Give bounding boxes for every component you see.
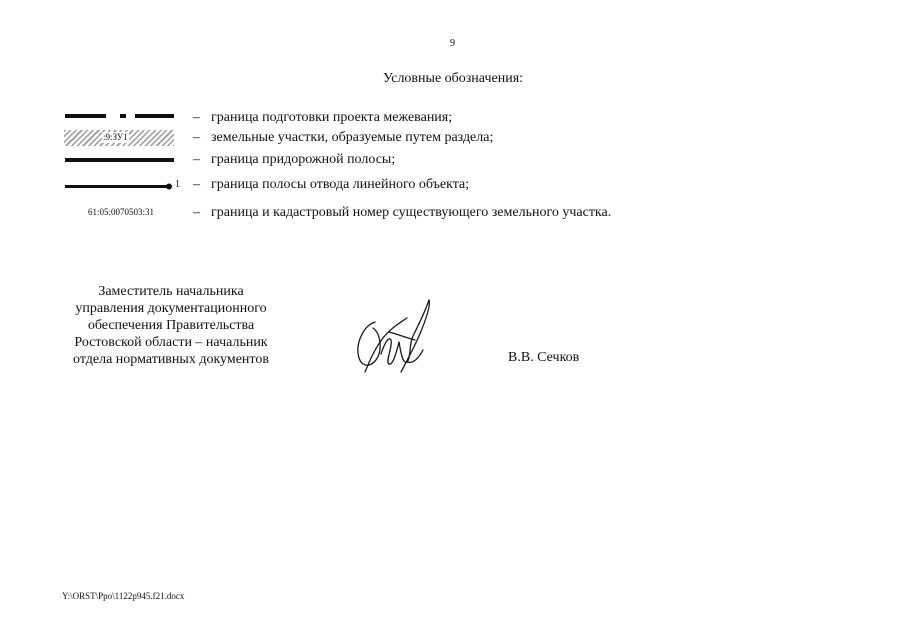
signer-position: [55, 283, 287, 368]
legend-title: Условные обозначения:: [383, 71, 524, 86]
dash-dot-line-symbol: [64, 107, 189, 129]
legend-text-new-parcels: земельные участки, образуемые путем раздела;: [211, 130, 494, 145]
legend-row-cadastral: [0, 202, 905, 224]
solid-line-symbol: [64, 149, 189, 171]
legend-dash: –: [193, 130, 200, 145]
legend-dash: –: [193, 110, 200, 125]
hatched-parcel-symbol: [64, 127, 189, 149]
legend-row-roadside-strip: [0, 149, 905, 171]
cadastral-number: 61:05:0070503:31: [88, 207, 155, 217]
legend-dash: –: [193, 205, 200, 220]
handwritten-signature: [345, 292, 445, 378]
signer-position-line: Ростовской области – начальник: [74, 335, 268, 350]
legend-text-right-of-way: граница полосы отвода линейного объекта;: [211, 177, 470, 192]
legend-row-project-boundary: [0, 107, 905, 129]
signer-position-line: обеспечения Правительства: [87, 318, 255, 333]
legend-dash: –: [193, 152, 200, 167]
parcel-label: :9:ЗУ1: [103, 132, 128, 142]
signer-name: В.В. Сечков: [508, 350, 580, 365]
cadastral-number-symbol: [64, 202, 189, 224]
legend-text-project-boundary: граница подготовки проекта межевания;: [211, 110, 453, 125]
line-end-label: 1: [175, 179, 180, 190]
legend-text-cadastral: граница и кадастровый номер существующего земельного участка.: [211, 205, 612, 220]
signer-position-line: отдела нормативных документов: [73, 352, 269, 367]
legend-dash: –: [193, 177, 200, 192]
signer-position-line: управления документационного: [75, 301, 267, 316]
line-with-dot-symbol: [64, 174, 189, 196]
legend-text-roadside-strip: граница придорожной полосы;: [211, 152, 396, 167]
footer-file-path: Y:\ORST\Ppo\1122p945.f21.docx: [62, 591, 185, 601]
page-number: 9: [450, 38, 455, 49]
legend-row-right-of-way: [0, 174, 905, 196]
signer-position-line: Заместитель начальника: [98, 284, 244, 299]
legend-row-new-parcels: [0, 127, 905, 149]
